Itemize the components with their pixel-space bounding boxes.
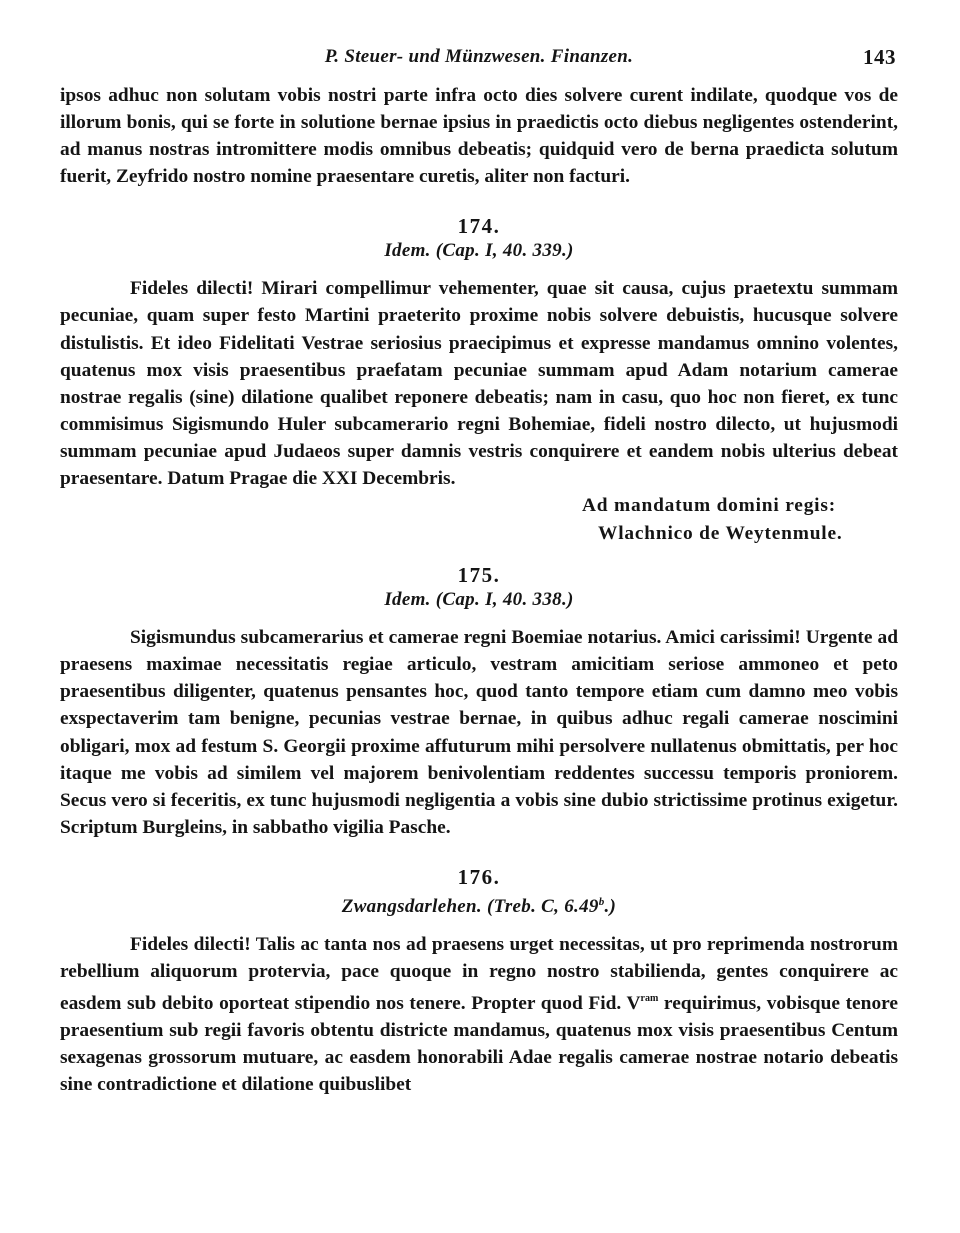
source-superscript: b <box>598 895 605 908</box>
document-source: Idem. (Cap. I, 40. 338.) <box>384 589 574 611</box>
document-number: 175. <box>457 563 501 588</box>
document-174 <box>60 213 898 548</box>
text-part: requirimus, vobisque tenore praesentium sub regii favoris obtentu districte mandamus, quatenus mox visis praesentibus Centum sexagenas grossorum mutuare, ac easdem honorabili Adae regalis camerae nostrae notario debeatis sine contradictione et dilatione quibuslibet <box>60 993 899 1096</box>
source-end: .) <box>604 895 617 917</box>
document-175 <box>60 562 898 841</box>
running-head <box>60 46 898 72</box>
document-text <box>60 931 898 1099</box>
intro-paragraph: ipsos adhuc non solutam vobis nostri parte infra octo dies solvere curent indilate, quodque vos de illorum bonis, qui se forte in solutione bernae ipsius in praedictis octo diebus negligentes ostenderint, ad manus nostras intromittere modis omnibus debeatis; quidquid vero de berna praedicta solutum fuerit, Zeyfrido nostro nomine praesentare curetis, aliter non facturi. <box>60 85 898 188</box>
document-source <box>60 890 898 919</box>
source-main: Zwangsdarlehen. (Treb. C, 6.49 <box>341 895 599 917</box>
subscription-line: Ad mandatum domini regis: <box>582 495 836 517</box>
document-text: Fideles dilecti! Mirari compellimur vehementer, quae sit causa, cujus praetextu summam pecuniae, quam super festo Martini praeterito proxime nobis solvere debuistis, hucusque solvere distulistis. Et ideo Fidelitati Vestrae seriosius praecipimus et expresse mandamus omnino volentes, quatenus mox visis praesentibus praefatam pecuniae summam apud Adam notarium camerae nostrae regalis (sine) dilatione qualibet reponere debeatis; nam in casu, quo hoc non fieret, ex tunc commisimus Sigismundo Huler subcamerario regni Bohemiae, fideli nostro dilecto, ut hujusmodi summam pecuniae apud Judaeos super damnis vestris conquirere et eandem nobis ulterius debeat praesentare. Datum Pragae die XXI Decembris. <box>60 278 898 490</box>
document-number: 174. <box>457 214 501 239</box>
text-superscript: ram <box>640 993 659 1005</box>
text-part: Fideles dilecti! Talis ac tanta nos ad praesens urget necessitas, ut pro reprimenda nostrorum rebellium aliquorum protervia, pace quoque in regno nostro stabilienda, gentes conquirere ac easdem sub debito oporteat stipendio nos tenere. Propter quod Fid. V <box>60 933 898 1015</box>
page-number: 143 <box>863 45 896 69</box>
document-source: Idem. (Cap. I, 40. 339.) <box>384 240 574 262</box>
document-text: Sigismundus subcamerarius et camerae regni Boemiae notarius. Amici carissimi! Urgente ad praesens maximae necessitatis regiae articulo, vestram amicitiam seriose ammoneo et peto praesentibus diligenter, quatenus pensantes hoc, quod tanto tempore etiam cum damno meo vobis exspectaverim tam benigne, pecunias vestrae bernae, in quibus adhuc regali camerae noscimini obligari, mox ad festum S. Georgii proxime affuturum mihi persolvere nullatenus obmittatis, per hoc itaque me vobis ad similem vel majorem benivolentiam reddentes successu temporis proniorem. Secus vero si feceritis, ex tunc hujusmodi negligentia a vobis sine dubio strictissime protinus exigetur. Scriptum Burgleins, in sabbatho vigilia Pasche. <box>60 627 898 838</box>
document-number: 176. <box>457 864 501 889</box>
running-title: P. Steuer- und Münzwesen. Finanzen. <box>324 46 634 67</box>
page-body <box>60 82 898 1098</box>
subscription-signer: Wlachnico de Weytenmule. <box>598 523 843 545</box>
document-176 <box>60 864 898 1099</box>
subscription <box>582 492 898 548</box>
